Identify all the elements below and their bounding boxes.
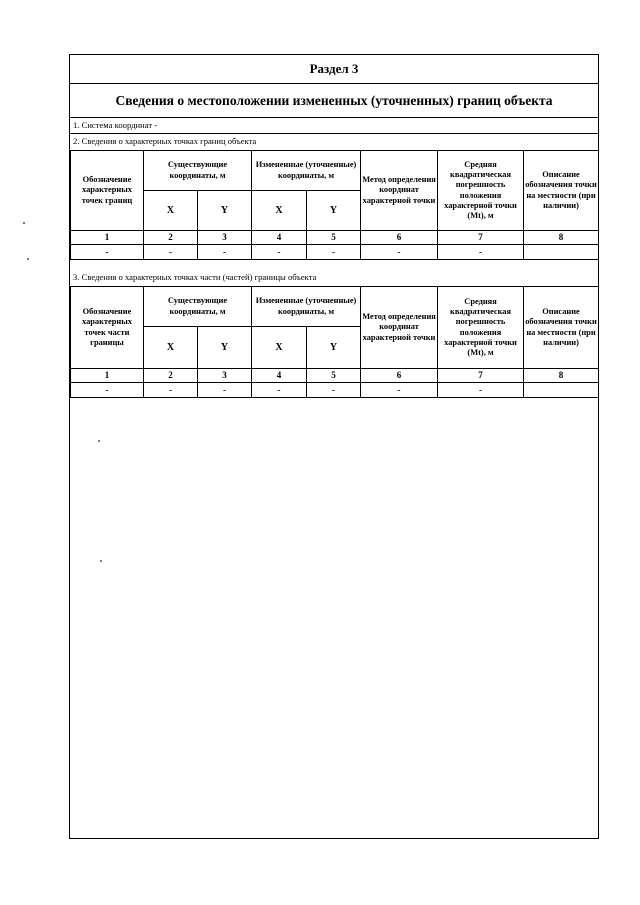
header-method: Метод определения координат характерной точки — [361, 151, 438, 231]
column-number: 6 — [361, 369, 438, 383]
column-number: 2 — [144, 369, 198, 383]
table-row — [71, 245, 599, 260]
table-cell: - — [361, 383, 438, 398]
header-changed-coords: Измененные (уточненные) координаты, м — [252, 287, 361, 327]
column-number: 1 — [71, 231, 144, 245]
scan-speck — [98, 440, 100, 442]
column-number: 4 — [252, 231, 307, 245]
column-number-row — [71, 231, 599, 245]
column-number: 2 — [144, 231, 198, 245]
column-number: 3 — [198, 369, 252, 383]
section-2-heading: 2. Сведения о характерных точках границ объекта — [73, 136, 257, 146]
header-y: Y — [198, 327, 252, 369]
scan-speck — [27, 258, 29, 260]
section-3-heading: 3. Сведения о характерных точках части (частей) границы объекта — [73, 272, 317, 282]
header-x: X — [144, 191, 198, 231]
column-number: 3 — [198, 231, 252, 245]
header-error: Средняя квадратическая погрешность положения характерной точки (Mt), м — [438, 287, 524, 369]
table-cell: - — [144, 245, 198, 260]
section-title: Раздел 3 — [70, 55, 598, 84]
document-sheet — [69, 54, 599, 839]
table-cell: - — [307, 245, 361, 260]
column-number: 5 — [307, 231, 361, 245]
table-cell: - — [198, 245, 252, 260]
header-description: Описание обозначения точки на местности (при наличии) — [524, 151, 599, 231]
column-number: 5 — [307, 369, 361, 383]
table-cell — [524, 245, 599, 260]
header-x: X — [252, 327, 307, 369]
header-point-designation: Обозначение характерных точек части границы — [71, 287, 144, 369]
column-number: 4 — [252, 369, 307, 383]
column-number: 8 — [524, 369, 599, 383]
header-changed-coords: Измененные (уточненные) координаты, м — [252, 151, 361, 191]
header-y: Y — [198, 191, 252, 231]
table-cell — [524, 383, 599, 398]
table-cell: - — [144, 383, 198, 398]
table-cell: - — [438, 383, 524, 398]
header-x: X — [252, 191, 307, 231]
header-y: Y — [307, 191, 361, 231]
table-cell: - — [71, 383, 144, 398]
column-number: 8 — [524, 231, 599, 245]
document-title: Сведения о местоположении измененных (уточненных) границ объекта — [70, 84, 598, 118]
table-cell: - — [198, 383, 252, 398]
header-method: Метод определения координат характерной точки — [361, 287, 438, 369]
coordinate-system-line: 1. Система координат - — [70, 118, 598, 134]
header-point-designation: Обозначение характерных точек границ — [71, 151, 144, 231]
column-number: 7 — [438, 369, 524, 383]
table-cell: - — [438, 245, 524, 260]
header-description: Описание обозначения точки на местности (при наличии) — [524, 287, 599, 369]
column-number: 1 — [71, 369, 144, 383]
table-cell: - — [252, 245, 307, 260]
header-error: Средняя квадратическая погрешность положения характерной точки (Mt), м — [438, 151, 524, 231]
header-existing-coords: Существующие координаты, м — [144, 287, 252, 327]
column-number: 7 — [438, 231, 524, 245]
table-row — [71, 383, 599, 398]
header-y: Y — [307, 327, 361, 369]
table-cell: - — [71, 245, 144, 260]
boundary-points-table — [70, 150, 599, 260]
column-number: 6 — [361, 231, 438, 245]
header-existing-coords: Существующие координаты, м — [144, 151, 252, 191]
part-boundary-points-table — [70, 286, 599, 398]
header-x: X — [144, 327, 198, 369]
column-number-row — [71, 369, 599, 383]
scan-speck — [23, 222, 25, 224]
table-cell: - — [361, 245, 438, 260]
scan-speck — [100, 560, 102, 562]
table-cell: - — [307, 383, 361, 398]
table-cell: - — [252, 383, 307, 398]
